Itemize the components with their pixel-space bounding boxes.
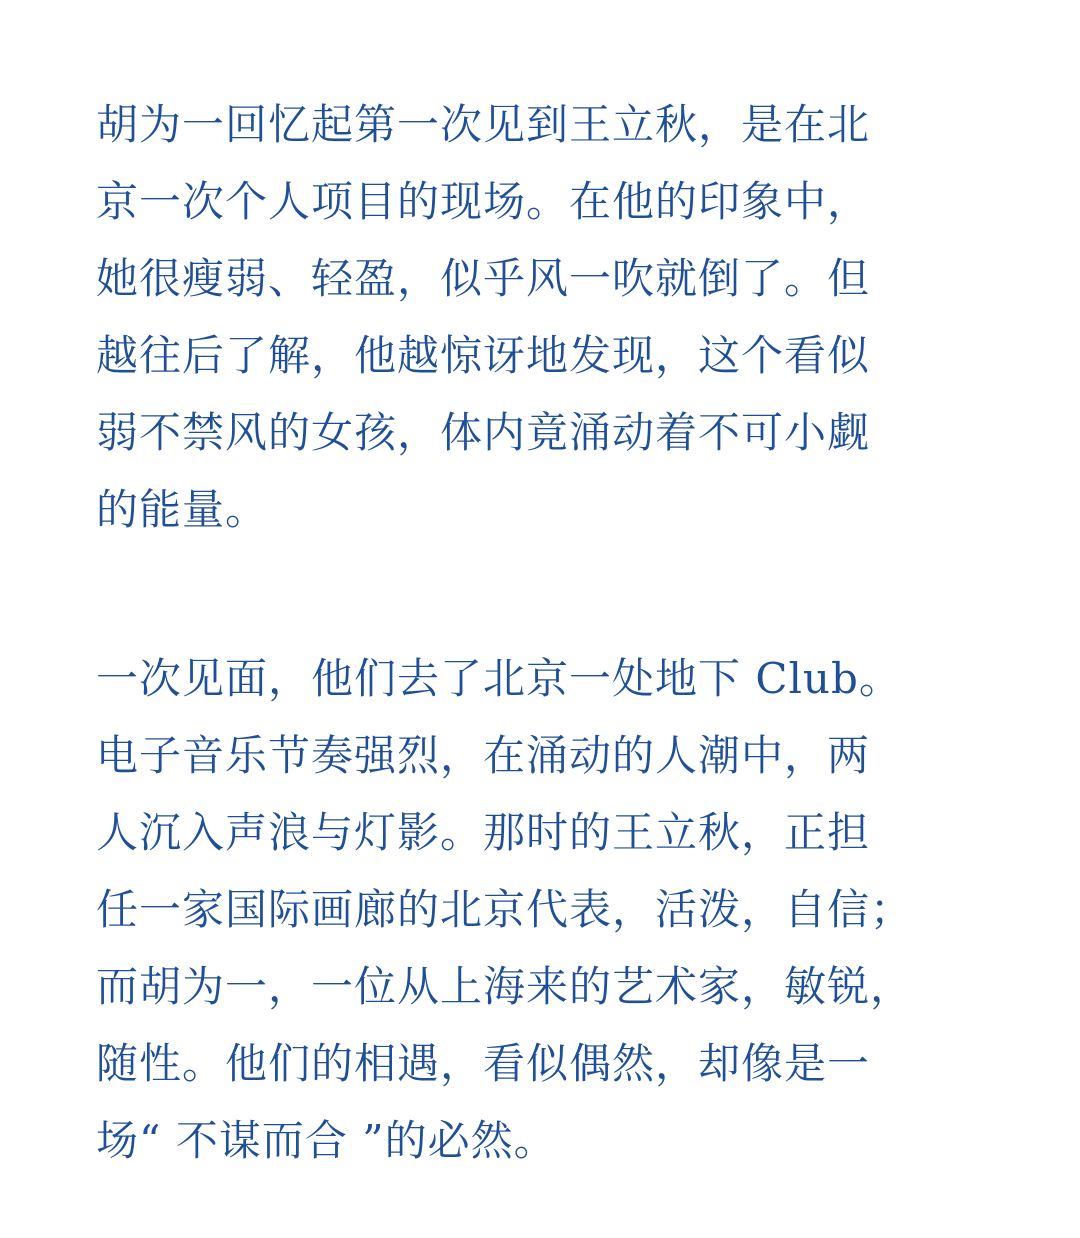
paragraph-club-meeting [96,640,986,1179]
text-line: 弱不禁风的女孩，体内竟涌动着不可小觑 [96,408,871,457]
text-line: 胡为一回忆起第一次见到王立秋，是在北 [96,100,871,149]
text-line: 她很瘦弱、轻盈，似乎风一吹就倒了。但 [96,254,871,303]
text-line: 的能量。 [96,485,269,534]
text-line: 场“ 不谋而合 ”的必然。 [96,1116,557,1165]
text-line: 任一家国际画廊的北京代表，活泼，自信； [96,885,914,934]
paragraph-spacer [96,548,986,640]
article-body [96,86,986,1179]
text-line: 越往后了解，他越惊讶地发现，这个看似 [96,331,871,380]
text-line: 一次见面，他们去了北京一处地下 Club。 [96,654,902,703]
text-line: 人沉入声浪与灯影。那时的王立秋，正担 [96,808,871,857]
text-line: 电子音乐节奏强烈，在涌动的人潮中，两 [96,731,871,780]
text-line: 而胡为一，一位从上海来的艺术家，敏锐， [96,962,914,1011]
text-line: 京一次个人项目的现场。在他的印象中， [96,177,871,226]
paragraph-first-meeting [96,86,986,548]
text-line: 随性。他们的相遇，看似偶然，却像是一 [96,1039,871,1088]
